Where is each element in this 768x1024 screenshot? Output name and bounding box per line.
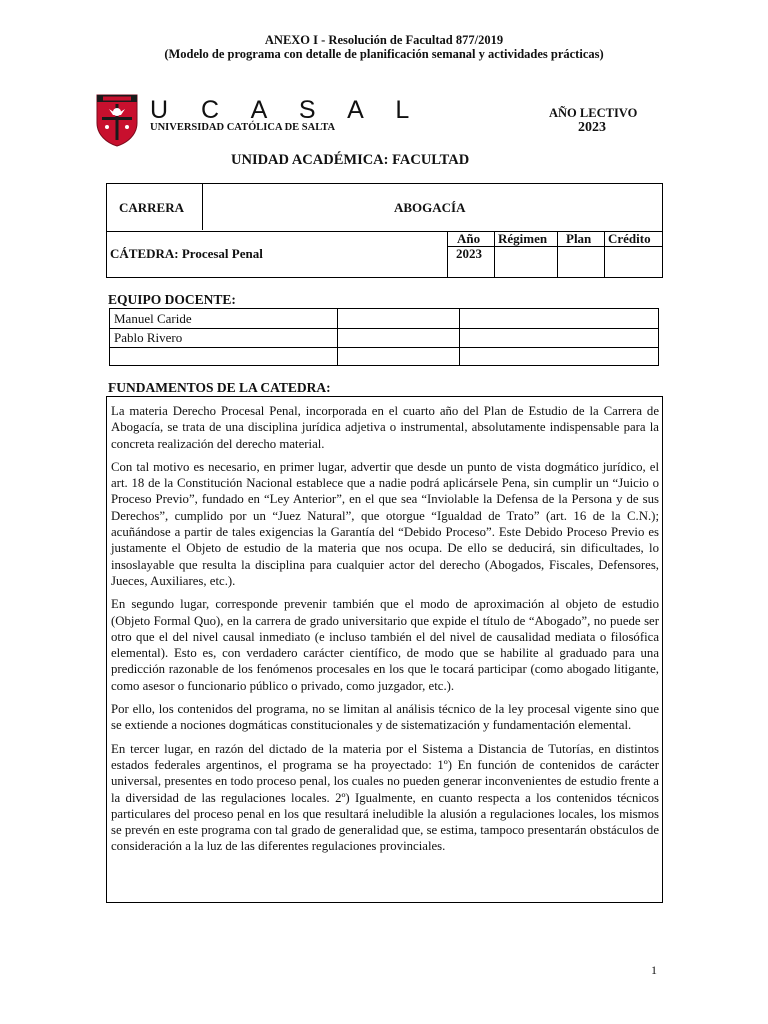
fundamentals-label: FUNDAMENTOS DE LA CATEDRA: xyxy=(108,380,331,395)
team-table xyxy=(109,308,659,366)
unit-title: UNIDAD ACADÉMICA: FACULTAD xyxy=(231,152,470,168)
fundamentals-paragraph-4: Por ello, los contenidos del programa, no se limitan al análisis técnico de la ley procesal vigente sino que se extiende a nociones dogmáticas constitucionales y de sistematización y fundamentación elemental. xyxy=(111,702,659,733)
career-value: ABOGACÍA xyxy=(394,200,466,215)
academic-year-value: 2023 xyxy=(578,120,606,135)
fundamentals-paragraph-2: Con tal motivo es necesario, en primer lugar, advertir que desde un punto de vista dogmático jurídico, el art. 18 de la Constitución Nacional establece que a nadie podrá aplicársele Pena, sin cumplir un “Juicio o Proceso Previo”, fundado en “Ley Anterior”, en el que sea “Inviolable la Defensa de la Persona y de sus Derechos”, cumplido por un “Juez Natural”, que otorgue “Igualdad de Trato” (art. 16 de la C.N.); acuñándose a partir de tales exigencias la Garantía del “Debido Proceso”. Este Debido Proceso Previo es justamente el Objeto de estudio de la materia que nos ocupa. De ello se deducirá, sin dificultades, lo insoslayable que resulta la disciplina para cualquier actor del derecho (Abogados, Fiscales, Defensores, Jueces, Auxiliares, etc.). xyxy=(111,459,659,588)
page-number: 1 xyxy=(651,963,657,977)
fundamentals-paragraph-5: En tercer lugar, en razón del dictado de la materia por el Sistema a Distancia de Tutorías, en distintos estados federales argentinos, el programa se ha proyectado: 1º) En función de contenidos de carácter universal, presentes en todo proceso penal, los cuales no pueden generar inconvenientes de estudio frente a la diversidad de las regulaciones locales. 2º) Igualmente, en cuanto respecta a los contenidos técnicos particulares del proceso penal en los que resultará ineludible la alusión a regulaciones locales, los mismos se prevén en este programa con tal grado de generalidad que, se estima, tampoco presentarán obstáculos de consideración a la luz de las diferentes regulaciones provinciales. xyxy=(111,741,659,854)
chair-label: CÁTEDRA: Procesal Penal xyxy=(110,246,263,261)
year-value: 2023 xyxy=(456,246,482,261)
course-table xyxy=(106,183,663,278)
university-crest-icon xyxy=(95,93,139,147)
team-row-2-name: Pablo Rivero xyxy=(114,330,183,345)
col-header-year: Año xyxy=(457,231,481,246)
col-header-regime: Régimen xyxy=(498,231,548,246)
annex-subtitle: (Modelo de programa con detalle de planificación semanal y actividades prácticas) xyxy=(164,47,604,61)
fundamentals-paragraph-3: En segundo lugar, corresponde prevenir también que el modo de aproximación al objeto de estudio (Objeto Formal Quo), en la carrera de grado universitario que expide el título de “Abogado”, no puede ser otro que el del nivel causal inmediato (e incluso también el del nivel de causalidad mediata o filosófica elemental). Esto es, con verdadero carácter científico, de modo que se habilite al graduado para una predicción razonable de los fenómenos procesales en los que le tocará participar (como abogado litigante, como asesor o funcionario público o privado, como juzgador, etc.). xyxy=(111,597,659,693)
university-acronym: U C A S A L xyxy=(150,96,423,124)
university-full-name: UNIVERSIDAD CATÓLICA DE SALTA xyxy=(150,122,336,133)
fundamentals-box xyxy=(106,396,663,903)
col-header-plan: Plan xyxy=(566,231,592,246)
career-label: CARRERA xyxy=(119,200,184,215)
fundamentals-paragraph-1: La materia Derecho Procesal Penal, incorporada en el cuarto año del Plan de Estudio de la Carrera de Abogacía, se trata de una disciplina jurídica adjetiva o instrumental, absolutamente indispensable para la concreta realización del derecho material. xyxy=(111,404,659,451)
annex-title: ANEXO I - Resolución de Facultad 877/2019 xyxy=(264,33,504,47)
team-row-1-name: Manuel Caride xyxy=(114,311,192,326)
col-header-credit: Crédito xyxy=(608,231,651,246)
team-label: EQUIPO DOCENTE: xyxy=(108,292,236,307)
academic-year-label: AÑO LECTIVO xyxy=(549,106,638,120)
